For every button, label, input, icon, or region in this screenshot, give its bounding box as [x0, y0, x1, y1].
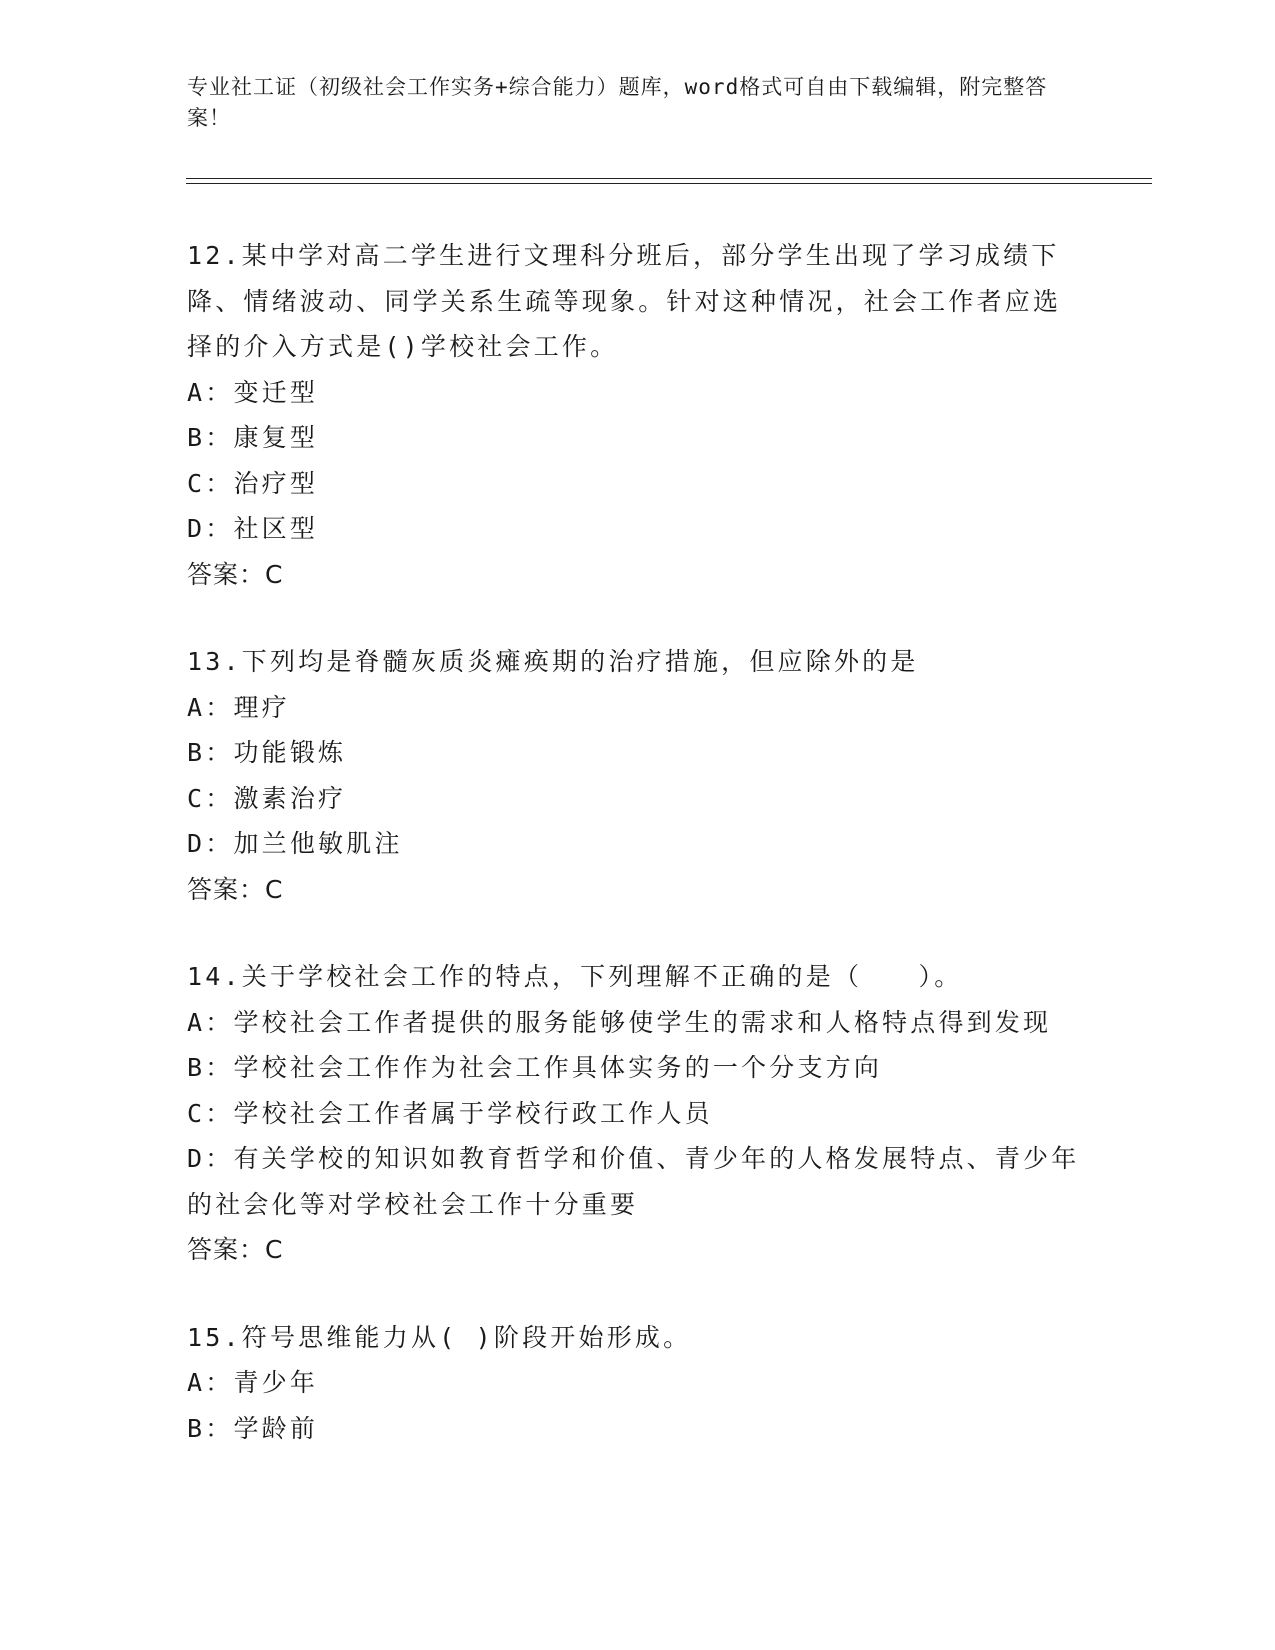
question-stem: 14.关于学校社会工作的特点，下列理解不正确的是（ ）。	[187, 962, 963, 991]
question-stem: 12.某中学对高二学生进行文理科分班后，部分学生出现了学习成绩下降、情绪波动、同学关系生疏等现象。针对这种情况，社会工作者应选择的介入方式是()学校社会工作。	[187, 241, 1062, 361]
option-a: A：青少年	[187, 1368, 319, 1397]
document-header: 专业社工证（初级社会工作实务+综合能力）题库，word格式可自由下载编辑，附完整答案！	[187, 75, 1048, 130]
option-b: B：功能锻炼	[187, 738, 347, 767]
option-d: D：社区型	[187, 514, 319, 543]
question-15	[187, 1315, 1087, 1452]
option-b: B：学校社会工作作为社会工作具体实务的一个分支方向	[187, 1053, 883, 1082]
question-stem: 15.符号思维能力从( )阶段开始形成。	[187, 1322, 692, 1352]
answer-label: 答案：C	[187, 874, 284, 904]
option-d: D：有关学校的知识如教育哲学和价值、青少年的人格发展特点、青少年的社会化等对学校社会工作十分重要	[187, 1144, 1080, 1219]
option-a: A：学校社会工作者提供的服务能够使学生的需求和人格特点得到发现	[187, 1007, 1052, 1037]
question-13	[187, 639, 1087, 912]
header-divider-double	[186, 183, 1152, 184]
option-c: C：激素治疗	[187, 783, 347, 813]
option-a: A：变迁型	[187, 377, 319, 407]
option-d: D：加兰他敏肌注	[187, 829, 403, 858]
question-stem: 13.下列均是脊髓灰质炎瘫痪期的治疗措施，但应除外的是	[187, 647, 919, 676]
option-a: A：理疗	[187, 692, 290, 722]
option-c: C：学校社会工作者属于学校行政工作人员	[187, 1098, 713, 1128]
option-b: B：学龄前	[187, 1413, 319, 1443]
answer-label: 答案：C	[187, 559, 284, 589]
question-12	[187, 233, 1087, 597]
header-divider	[186, 178, 1152, 179]
answer-label: 答案：C	[187, 1235, 284, 1264]
question-14	[187, 954, 1087, 1273]
option-b: B：康复型	[187, 423, 319, 452]
question-list	[187, 233, 1087, 1493]
option-c: C：治疗型	[187, 468, 319, 498]
